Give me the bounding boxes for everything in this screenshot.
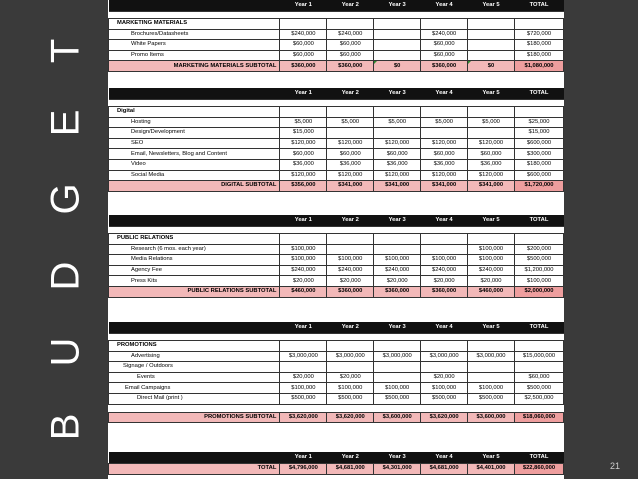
subtotal-cell: $356,000 — [280, 181, 327, 192]
row-label: Hosting — [109, 117, 280, 128]
header-cell — [109, 452, 280, 464]
subtotal-cell: $3,600,000 — [374, 412, 421, 423]
header-cell: TOTAL — [514, 215, 563, 227]
header-cell: Year 1 — [280, 215, 327, 227]
table-row — [109, 149, 564, 160]
cell: $5,000 — [280, 117, 327, 128]
cell: $60,000 — [327, 50, 374, 61]
header-cell: Year 2 — [327, 0, 374, 12]
header-cell: Year 1 — [280, 88, 327, 100]
grand-total-label: TOTAL — [109, 464, 280, 475]
cell: $20,000 — [468, 276, 515, 287]
subtotal-row — [109, 412, 564, 423]
row-label: Promo Items — [109, 50, 280, 61]
section-title: MARKETING MATERIALS — [109, 19, 280, 30]
row-label: White Papers — [109, 40, 280, 51]
subtotal-cell: $341,000 — [468, 181, 515, 192]
section-title-row — [109, 234, 564, 245]
cell — [421, 128, 468, 139]
grand-total-total-cell: $22,860,000 — [514, 464, 563, 475]
header-cell: Year 3 — [374, 452, 421, 464]
promotions-table — [108, 322, 564, 423]
row-label: Press Kits — [109, 276, 280, 287]
subtotal-cell: $3,600,000 — [468, 412, 515, 423]
subtotal-label: PROMOTIONS SUBTOTAL — [109, 412, 280, 423]
cell: $600,000 — [514, 138, 563, 149]
cell: $500,000 — [327, 393, 374, 404]
table-row — [109, 170, 564, 181]
row-label: Email Campaigns — [109, 383, 280, 394]
cell — [327, 128, 374, 139]
cell: $3,000,000 — [421, 351, 468, 362]
cell: $100,000 — [421, 255, 468, 266]
cell: $15,000,000 — [514, 351, 563, 362]
cell: $60,000 — [327, 149, 374, 160]
row-label: Media Relations — [109, 255, 280, 266]
row-label: Video — [109, 159, 280, 170]
cell: $36,000 — [280, 159, 327, 170]
subtotal-cell: $3,620,000 — [280, 412, 327, 423]
header-cell: TOTAL — [514, 452, 563, 464]
header-cell — [109, 215, 280, 227]
cell: $20,000 — [421, 276, 468, 287]
row-label: Social Media — [109, 170, 280, 181]
cell — [374, 244, 421, 255]
public-relations-table — [108, 215, 564, 298]
subtotal-cell: $3,620,000 — [421, 412, 468, 423]
digital-table — [108, 88, 564, 192]
row-label: Advertising — [109, 351, 280, 362]
cell: $120,000 — [421, 170, 468, 181]
cell: $20,000 — [327, 276, 374, 287]
cell: $60,000 — [421, 50, 468, 61]
section-title: PUBLIC RELATIONS — [109, 234, 280, 245]
table-row — [109, 372, 564, 383]
cell: $120,000 — [374, 138, 421, 149]
cell: $100,000 — [374, 383, 421, 394]
section-title-row — [109, 107, 564, 118]
cell — [374, 29, 421, 40]
subtotal-cell: $360,000 — [280, 61, 327, 72]
cell: $240,000 — [374, 265, 421, 276]
cell: $36,000 — [468, 159, 515, 170]
cell — [514, 362, 563, 373]
subtotal-label: PUBLIC RELATIONS SUBTOTAL — [109, 286, 280, 297]
table-row — [109, 128, 564, 139]
cell: $5,000 — [374, 117, 421, 128]
cell: $100,000 — [514, 276, 563, 287]
header-cell: Year 2 — [327, 452, 374, 464]
header-row — [109, 322, 564, 334]
row-label: Direct Mail (print ) — [109, 393, 280, 404]
cell: $100,000 — [374, 255, 421, 266]
cell: $240,000 — [327, 29, 374, 40]
subtotal-total-cell: $1,080,000 — [514, 61, 563, 72]
side-title — [36, 20, 96, 440]
cell — [374, 362, 421, 373]
row-label: Agency Fee — [109, 265, 280, 276]
cell: $60,000 — [280, 40, 327, 51]
cell: $240,000 — [421, 265, 468, 276]
cell — [468, 29, 515, 40]
cell: $3,000,000 — [374, 351, 421, 362]
cell: $60,000 — [280, 149, 327, 160]
cell: $60,000 — [280, 50, 327, 61]
subtotal-cell: $460,000 — [468, 286, 515, 297]
cell — [374, 128, 421, 139]
subtotal-label: MARKETING MATERIALS SUBTOTAL — [109, 61, 280, 72]
table-row — [109, 265, 564, 276]
cell: $2,500,000 — [514, 393, 563, 404]
cell — [327, 244, 374, 255]
subtotal-row — [109, 286, 564, 297]
cell: $20,000 — [327, 372, 374, 383]
subtotal-cell: $341,000 — [374, 181, 421, 192]
subtotal-row — [109, 181, 564, 192]
cell: $120,000 — [280, 138, 327, 149]
cell: $120,000 — [327, 138, 374, 149]
cell: $20,000 — [374, 276, 421, 287]
header-cell: Year 3 — [374, 88, 421, 100]
cell: $100,000 — [280, 244, 327, 255]
cell: $60,000 — [421, 149, 468, 160]
header-cell: Year 4 — [421, 88, 468, 100]
header-cell: Year 2 — [327, 88, 374, 100]
cell: $100,000 — [468, 244, 515, 255]
cell: $3,000,000 — [468, 351, 515, 362]
header-cell — [109, 322, 280, 334]
grand-total-cell: $4,796,000 — [280, 464, 327, 475]
cell: $100,000 — [280, 255, 327, 266]
row-label: Signage / Outdoors — [109, 362, 280, 373]
row-label: Brochures/Datasheets — [109, 29, 280, 40]
cell: $500,000 — [514, 383, 563, 394]
grand-total-row — [109, 464, 564, 475]
cell — [374, 50, 421, 61]
cell: $15,000 — [514, 128, 563, 139]
subtotal-cell: $460,000 — [280, 286, 327, 297]
section-title-row — [109, 341, 564, 352]
cell: $60,000 — [374, 149, 421, 160]
section-title: Digital — [109, 107, 280, 118]
cell: $60,000 — [421, 40, 468, 51]
section-title-row — [109, 19, 564, 30]
cell — [421, 362, 468, 373]
cell: $120,000 — [280, 170, 327, 181]
table-row — [109, 29, 564, 40]
header-row — [109, 88, 564, 100]
header-cell: Year 5 — [468, 452, 515, 464]
cell: $100,000 — [468, 255, 515, 266]
grand-total-cell: $4,401,000 — [468, 464, 515, 475]
cell: $240,000 — [421, 29, 468, 40]
subtotal-cell: $360,000 — [421, 286, 468, 297]
subtotal-total-cell: $2,000,000 — [514, 286, 563, 297]
header-cell: Year 3 — [374, 215, 421, 227]
cell: $500,000 — [280, 393, 327, 404]
header-cell: Year 5 — [468, 322, 515, 334]
row-label: Research (6 mos. each year) — [109, 244, 280, 255]
header-cell: Year 5 — [468, 88, 515, 100]
table-row — [109, 117, 564, 128]
subtotal-cell: $0 — [374, 61, 421, 72]
cell: $60,000 — [327, 40, 374, 51]
cell: $500,000 — [421, 393, 468, 404]
cell: $20,000 — [280, 276, 327, 287]
row-label: Email, Newsletters, Blog and Content — [109, 149, 280, 160]
cell: $5,000 — [327, 117, 374, 128]
section-title: PROMOTIONS — [109, 341, 280, 352]
cell: $20,000 — [280, 372, 327, 383]
table-row — [109, 383, 564, 394]
cell: $180,000 — [514, 159, 563, 170]
subtotal-cell: $341,000 — [327, 181, 374, 192]
table-row — [109, 40, 564, 51]
page-number: 21 — [609, 461, 620, 471]
table-row — [109, 276, 564, 287]
header-cell: Year 2 — [327, 322, 374, 334]
table-row — [109, 393, 564, 404]
subtotal-cell: $360,000 — [374, 286, 421, 297]
cell: $3,000,000 — [327, 351, 374, 362]
cell — [421, 244, 468, 255]
cell — [468, 362, 515, 373]
table-row — [109, 362, 564, 373]
cell: $120,000 — [421, 138, 468, 149]
cell: $180,000 — [514, 40, 563, 51]
header-cell: Year 4 — [421, 452, 468, 464]
header-cell: TOTAL — [514, 0, 563, 12]
cell — [468, 372, 515, 383]
cell: $5,000 — [468, 117, 515, 128]
header-row — [109, 0, 564, 12]
cell: $180,000 — [514, 50, 563, 61]
cell — [327, 362, 374, 373]
table-row — [109, 351, 564, 362]
cell: $240,000 — [327, 265, 374, 276]
cell: $15,000 — [280, 128, 327, 139]
row-label: Design/Development — [109, 128, 280, 139]
side-title-text: B U D G E T — [43, 20, 88, 440]
cell: $120,000 — [374, 170, 421, 181]
cell: $60,000 — [468, 149, 515, 160]
header-cell: Year 4 — [421, 0, 468, 12]
subtotal-total-cell: $18,060,000 — [514, 412, 563, 423]
cell: $5,000 — [421, 117, 468, 128]
grand-total-cell: $4,681,000 — [327, 464, 374, 475]
subtotal-cell: $360,000 — [327, 286, 374, 297]
cell: $100,000 — [468, 383, 515, 394]
header-cell — [109, 88, 280, 100]
cell — [468, 128, 515, 139]
header-cell: Year 3 — [374, 322, 421, 334]
cell: $100,000 — [421, 383, 468, 394]
marketing-table — [108, 0, 564, 72]
cell: $120,000 — [468, 170, 515, 181]
header-cell: Year 5 — [468, 0, 515, 12]
cell: $100,000 — [280, 383, 327, 394]
table-row — [109, 50, 564, 61]
cell: $20,000 — [421, 372, 468, 383]
cell: $36,000 — [327, 159, 374, 170]
cell: $500,000 — [514, 255, 563, 266]
row-label: Events — [109, 372, 280, 383]
header-cell: Year 1 — [280, 0, 327, 12]
cell: $120,000 — [327, 170, 374, 181]
grand-total-table — [108, 452, 564, 475]
cell: $200,000 — [514, 244, 563, 255]
cell: $500,000 — [374, 393, 421, 404]
cell: $600,000 — [514, 170, 563, 181]
subtotal-cell: $341,000 — [421, 181, 468, 192]
header-cell: Year 1 — [280, 322, 327, 334]
cell: $100,000 — [327, 255, 374, 266]
cell: $240,000 — [280, 29, 327, 40]
header-cell: TOTAL — [514, 322, 563, 334]
cell: $240,000 — [468, 265, 515, 276]
cell — [468, 40, 515, 51]
cell — [468, 50, 515, 61]
cell: $3,000,000 — [280, 351, 327, 362]
cell: $300,000 — [514, 149, 563, 160]
cell: $36,000 — [374, 159, 421, 170]
table-row — [109, 244, 564, 255]
cell: $25,000 — [514, 117, 563, 128]
header-row — [109, 452, 564, 464]
cell — [280, 362, 327, 373]
budget-page — [108, 0, 564, 479]
cell: $36,000 — [421, 159, 468, 170]
cell — [374, 372, 421, 383]
row-label: SEO — [109, 138, 280, 149]
cell: $1,200,000 — [514, 265, 563, 276]
header-cell: TOTAL — [514, 88, 563, 100]
subtotal-total-cell: $1,720,000 — [514, 181, 563, 192]
cell: $240,000 — [280, 265, 327, 276]
table-row — [109, 159, 564, 170]
subtotal-cell: $3,620,000 — [327, 412, 374, 423]
cell: $60,000 — [514, 372, 563, 383]
subtotal-cell: $360,000 — [421, 61, 468, 72]
header-cell: Year 2 — [327, 215, 374, 227]
subtotal-row — [109, 61, 564, 72]
table-row — [109, 255, 564, 266]
subtotal-cell: $0 — [468, 61, 515, 72]
subtotal-cell: $360,000 — [327, 61, 374, 72]
grand-total-cell: $4,681,000 — [421, 464, 468, 475]
header-row — [109, 215, 564, 227]
table-row — [109, 138, 564, 149]
cell: $720,000 — [514, 29, 563, 40]
header-cell: Year 4 — [421, 215, 468, 227]
header-cell: Year 3 — [374, 0, 421, 12]
header-cell — [109, 0, 280, 12]
cell: $100,000 — [327, 383, 374, 394]
header-cell: Year 5 — [468, 215, 515, 227]
cell — [374, 40, 421, 51]
cell: $500,000 — [468, 393, 515, 404]
subtotal-label: DIGITAL SUBTOTAL — [109, 181, 280, 192]
header-cell: Year 4 — [421, 322, 468, 334]
header-cell: Year 1 — [280, 452, 327, 464]
grand-total-cell: $4,301,000 — [374, 464, 421, 475]
cell: $120,000 — [468, 138, 515, 149]
